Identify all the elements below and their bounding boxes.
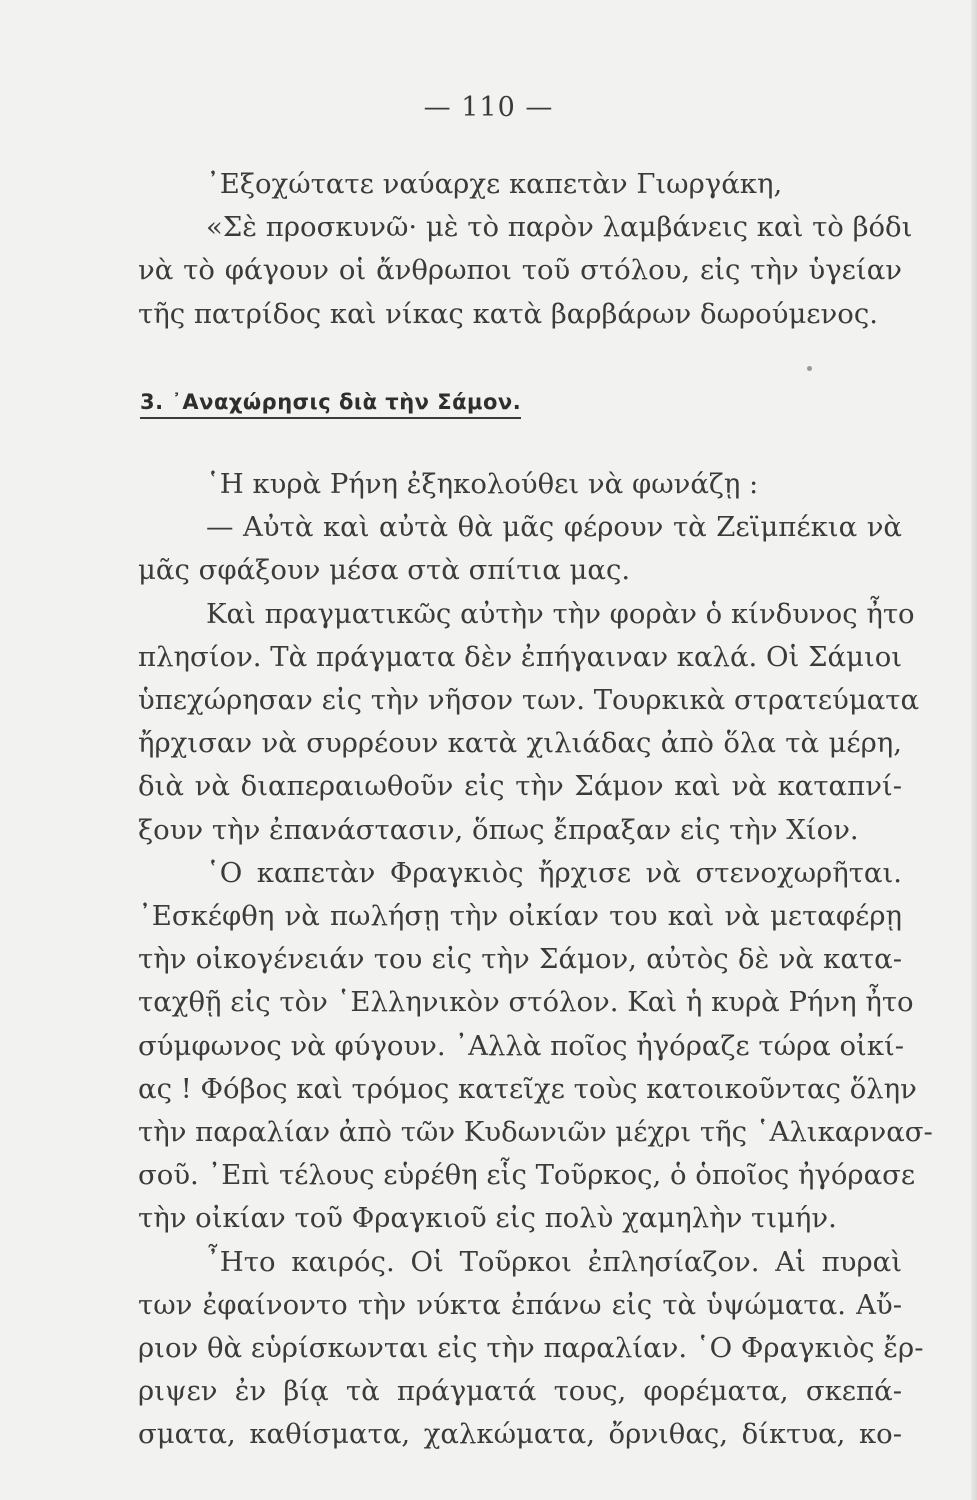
body-line: ᾿Εσκέφθη νὰ πωλήσῃ τὴν οἰκίαν του καὶ νὰ μεταφέρῃ (138, 900, 902, 933)
body-line: πλησίον. Τὰ πράγματα δὲν ἐπήγαιναν καλά. Οἱ Σάμιοι (138, 640, 903, 673)
body-line: ταχθῇ εἰς τὸν ῾Ελληνικὸν στόλον. Καὶ ἡ κυρὰ Ρήνη ἦτο (138, 986, 914, 1019)
body-line: τὴν οἰκογένειάν του εἰς τὴν Σάμον, αὐτὸς δὲ νὰ κατα- (138, 943, 902, 976)
body-line: — Αὐτὰ καὶ αὐτὰ θὰ μᾶς φέρουν τὰ Ζεϊμπέκια νὰ (206, 511, 902, 544)
body-text (138, 463, 933, 1457)
print-speck (807, 366, 812, 371)
body-line: σοῦ. ᾿Επὶ τέλους εὑρέθη εἷς Τοῦρκος, ὁ ὁποῖος ἠγόρασε (138, 1159, 916, 1192)
body-line: ῏Ητο καιρός. Οἱ Τοῦρκοι ἐπλησίαζον. Αἱ πυραὶ (206, 1245, 902, 1278)
letter-line: ᾿Εξοχώτατε ναύαρχε καπετὰν Γιωργάκη, (206, 168, 783, 200)
body-line: ῾Ο καπετὰν Φραγκιὸς ἤρχισε νὰ στενοχωρῆται. (206, 856, 902, 889)
body-line: μᾶς σφάξουν μέσα στὰ σπίτια μας. (138, 554, 631, 587)
page-edge (971, 0, 977, 1500)
body-line: ὑπεχώρησαν εἰς τὴν νῆσον των. Τουρκικὰ στρατεύματα (138, 684, 920, 717)
section-heading: 3. ᾿Αναχώρησις διὰ τὴν Σάμον. (140, 390, 521, 419)
body-line: ξουν τὴν ἐπανάστασιν, ὅπως ἔπραξαν εἰς τὴν Χίον. (138, 813, 859, 846)
body-line: τὴν οἰκίαν τοῦ Φραγκιοῦ εἰς πολὺ χαμηλὴν τιμήν. (138, 1202, 837, 1235)
body-line: διὰ νὰ διαπεραιωθοῦν εἰς τὴν Σάμον καὶ νὰ καταπνί- (138, 770, 902, 803)
body-line: ῾Η κυρὰ Ρήνη ἐξηκολούθει νὰ φωνάζῃ : (206, 468, 759, 500)
page-number: — 110 — (423, 92, 554, 123)
body-line: σματα, καθίσματα, χαλκώματα, ὄρνιθας, δίκτυα, κο- (138, 1418, 902, 1451)
body-line: των ἐφαίνοντο τὴν νύκτα ἐπάνω εἰς τὰ ὑψώματα. Αὔ- (138, 1288, 902, 1321)
body-line: ριψεν ἐν βίᾳ τὰ πράγματά τους, φορέματα, σκεπά- (138, 1375, 902, 1408)
body-line: ἤρχισαν νὰ συρρέουν κατὰ χιλιάδας ἀπὸ ὅλα τὰ μέρη, (138, 727, 902, 760)
letter-line: νὰ τὸ φάγουν οἱ ἄνθρωποι τοῦ στόλου, εἰς τὴν ὑγείαν (138, 254, 902, 287)
body-line: τὴν παραλίαν ἀπὸ τῶν Κυδωνιῶν μέχρι τῆς ῾Αλικαρνασ- (138, 1116, 933, 1149)
letter-line: τῆς πατρίδος καὶ νίκας κατὰ βαρβάρων δωρούμενος. (138, 297, 878, 330)
letter-quote (138, 163, 913, 336)
body-line: ας ! Φόβος καὶ τρόμος κατεῖχε τοὺς κατοικοῦντας ὅλην (138, 1072, 917, 1105)
letter-line: «Σὲ προσκυνῶ· μὲ τὸ παρὸν λαμβάνεις καὶ τὸ βόδι (206, 211, 913, 244)
body-line: Καὶ πραγματικῶς αὐτὴν τὴν φορὰν ὁ κίνδυνος ἦτο (206, 597, 915, 630)
body-line: ριον θὰ εὑρίσκωνται εἰς τὴν παραλίαν. ῾Ο Φραγκιὸς ἔρ- (138, 1332, 924, 1365)
body-line: σύμφωνος νὰ φύγουν. ᾿Αλλὰ ποῖος ἠγόραζε τώρα οἰκί- (138, 1029, 905, 1062)
